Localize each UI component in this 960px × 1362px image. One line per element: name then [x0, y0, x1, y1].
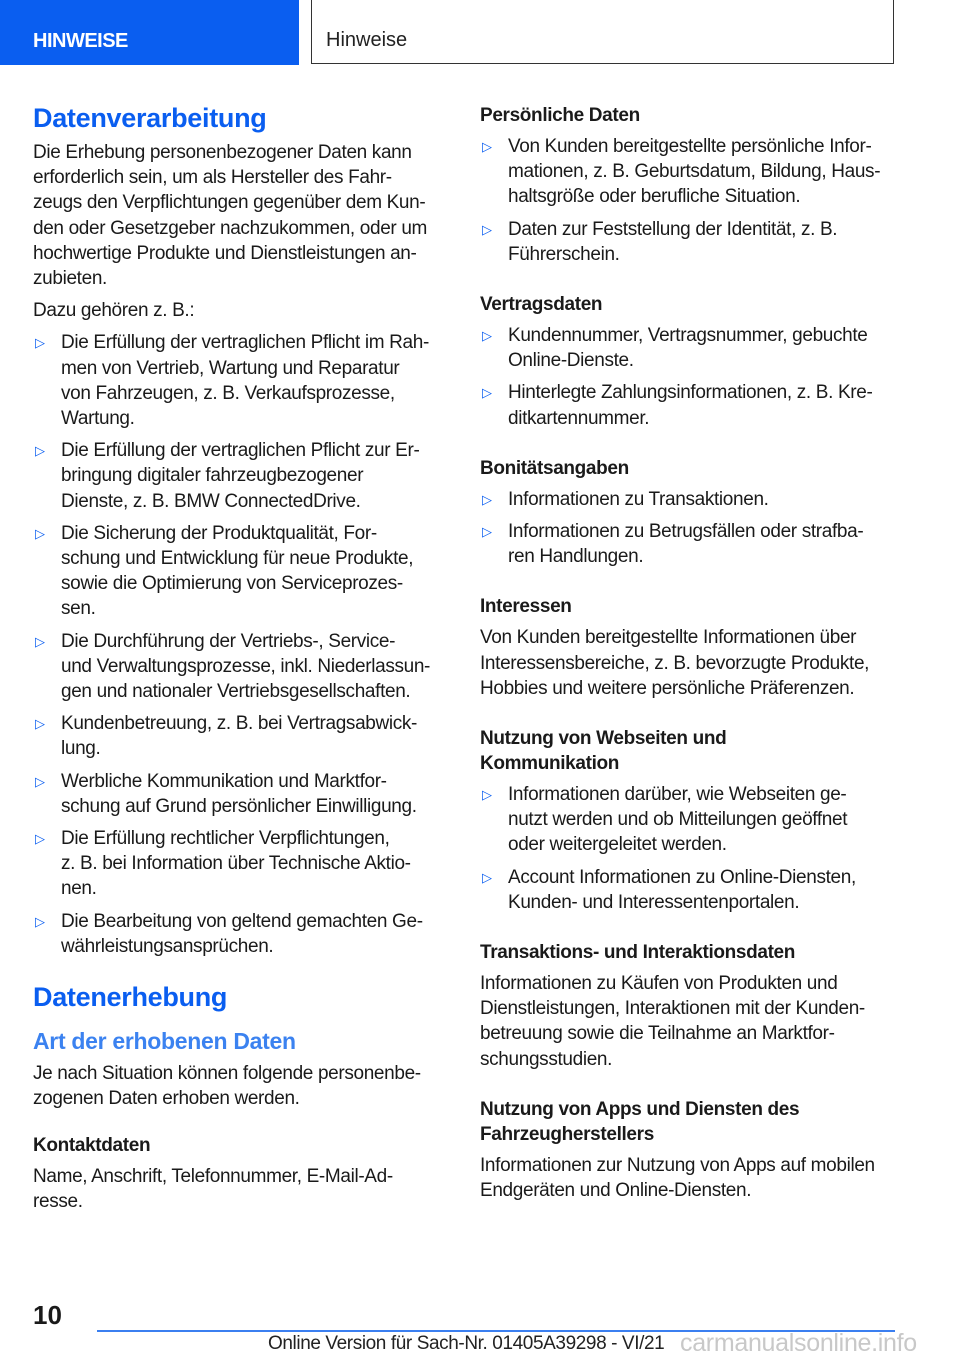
list-item: ▷ Die Erfüllung rechtlicher Verpflichtungen, z. B. bei Information über Technische Aktio- nen.: [35, 828, 411, 900]
subheading-art-der-daten: Art der erhobenen Daten: [33, 1028, 296, 1055]
watermark: carmanualsonline.info: [680, 1329, 917, 1357]
heading-transaktionsdaten: Transaktions- und Interaktionsdaten: [480, 942, 796, 964]
list-item: ▷ Die Durchführung der Vertriebs-, Service- und Verwaltungsprozesse, inkl. Niederlassun- gen und nationaler Vertriebsgesellschaften.: [35, 630, 431, 703]
bullet-triangle-icon: ▷: [35, 525, 45, 541]
list-item: ▷ Kundennummer, Vertragsnummer, gebuchte Online-Dienste.: [482, 325, 868, 372]
list-item: ▷ Hinterlegte Zahlungsinformationen, z. B. Kre- ditkartennummer.: [482, 382, 873, 429]
list-item: ▷ Informationen zu Transaktionen.: [480, 487, 900, 512]
paragraph: Je nach Situation können folgende personenbe- zogenen Daten erhoben werden.: [33, 1063, 421, 1110]
bullet-triangle-icon: ▷: [482, 328, 492, 344]
heading-apps: Nutzung von Apps und Diensten des Fahrzeugherstellers: [480, 1098, 800, 1145]
bullet-triangle-icon: ▷: [35, 716, 45, 732]
heading-webseiten: Nutzung von Webseiten und Kommunikation: [480, 728, 727, 775]
heading-interessen: Interessen: [480, 596, 572, 618]
paragraph: Von Kunden bereitgestellte Informationen über Interessensbereiche, z. B. bevorzugte Produkte, Hobbies und weitere persönliche Präferenzen.: [480, 627, 870, 699]
lead-text: Dazu gehören z. B.:: [33, 300, 195, 322]
list-item: ▷ Die Erfüllung der vertraglichen Pflicht zur Er- bringung digitaler fahrzeugbezogener Dienste, z. B. BMW ConnectedDrive.: [35, 440, 420, 512]
page-number: 10: [33, 1300, 62, 1330]
bullet-triangle-icon: ▷: [35, 913, 45, 929]
bullet-triangle-icon: ▷: [35, 633, 45, 649]
heading-vertragsdaten: Vertragsdaten: [480, 294, 603, 316]
list-item: ▷ Informationen darüber, wie Webseiten ge- nutzt werden und ob Mitteilungen geöffnet oder weitergeleitet werden.: [482, 784, 848, 856]
footer-text: Online Version für Sach-Nr. 01405A39298 - VI/21: [268, 1333, 665, 1354]
intro-paragraph: Die Erhebung personenbezogener Daten kann erforderlich sein, um als Hersteller des Fahr- zeugs den Verpflichtungen gegenüber dem Kun- den oder Gesetzgeber nachzukommen, oder um hochwertige Produkte und Dienstleistungen an- zubieten.: [33, 142, 428, 290]
section-tab: [0, 0, 299, 65]
heading-kontaktdaten: Kontaktdaten: [33, 1134, 151, 1156]
header-title: Hinweise: [326, 29, 408, 51]
bullet-triangle-icon: ▷: [482, 524, 492, 540]
list-item: ▷ Daten zur Feststellung der Identität, z. B. Führerschein.: [482, 218, 838, 265]
paragraph: Informationen zu Käufen von Produkten und Dienstleistungen, Interaktionen mit der Kunden- betreuung sowie die Teilnahme an Marktfor- schungsstudien.: [480, 973, 865, 1070]
bullet-triangle-icon: ▷: [482, 491, 492, 507]
list-item: ▷ Die Erfüllung der vertraglichen Pflicht im Rah- men von Vertrieb, Wartung und Reparatur von Fahrzeugen, z. B. Verkaufsprozesse, Wartung.: [35, 332, 429, 430]
list-item: ▷ Die Bearbeitung von geltend gemachten Ge- währleistungsansprüchen.: [35, 910, 423, 957]
list-item: ▷ Von Kunden bereitgestellte persönliche Infor- mationen, z. B. Geburtsdatum, Bildung, Haus- haltsgröße oder berufliche Situation.: [482, 136, 881, 208]
list-item: ▷ Informationen zu Betrugsfällen oder strafba- ren Handlungen.: [482, 521, 864, 568]
heading-datenverarbeitung: Datenverarbeitung: [33, 103, 267, 133]
list-item: ▷ Kundenbetreuung, z. B. bei Vertragsabwick- lung.: [35, 713, 418, 760]
bullet-triangle-icon: ▷: [35, 773, 45, 789]
heading-datenerhebung: Datenerhebung: [33, 982, 228, 1013]
bullet-triangle-icon: ▷: [35, 831, 45, 847]
bullet-triangle-icon: ▷: [482, 385, 492, 401]
right-column: [480, 103, 900, 1210]
left-column: [33, 100, 453, 1221]
paragraph: Name, Anschrift, Telefonnummer, E-Mail-Ad- resse.: [33, 1165, 393, 1212]
list-item: ▷ Werbliche Kommunikation und Marktfor- schung auf Grund persönlicher Einwilligung.: [35, 770, 417, 817]
bullet-triangle-icon: ▷: [35, 335, 45, 351]
heading-persoenliche-daten: Persönliche Daten: [480, 105, 640, 126]
list-item: ▷ Account Informationen zu Online-Diensten, Kunden- und Interessentenportalen.: [482, 866, 856, 913]
heading-bonitaetsangaben: Bonitätsangaben: [480, 457, 629, 479]
paragraph: Informationen zur Nutzung von Apps auf mobilen Endgeräten und Online-Diensten.: [480, 1154, 875, 1202]
list-item: ▷ Die Sicherung der Produktqualität, For- schung und Entwicklung für neue Produkte, sowie die Optimierung von Serviceprozes- sen.: [35, 522, 414, 620]
bullet-triangle-icon: ▷: [482, 869, 492, 885]
bullet-triangle-icon: ▷: [482, 221, 492, 237]
bullet-triangle-icon: ▷: [482, 787, 492, 803]
bullet-triangle-icon: ▷: [35, 443, 45, 459]
bullet-triangle-icon: ▷: [482, 139, 492, 154]
purpose-list: [33, 330, 453, 959]
header-title-box: [311, 0, 894, 64]
section-label: HINWEISE: [33, 30, 128, 52]
